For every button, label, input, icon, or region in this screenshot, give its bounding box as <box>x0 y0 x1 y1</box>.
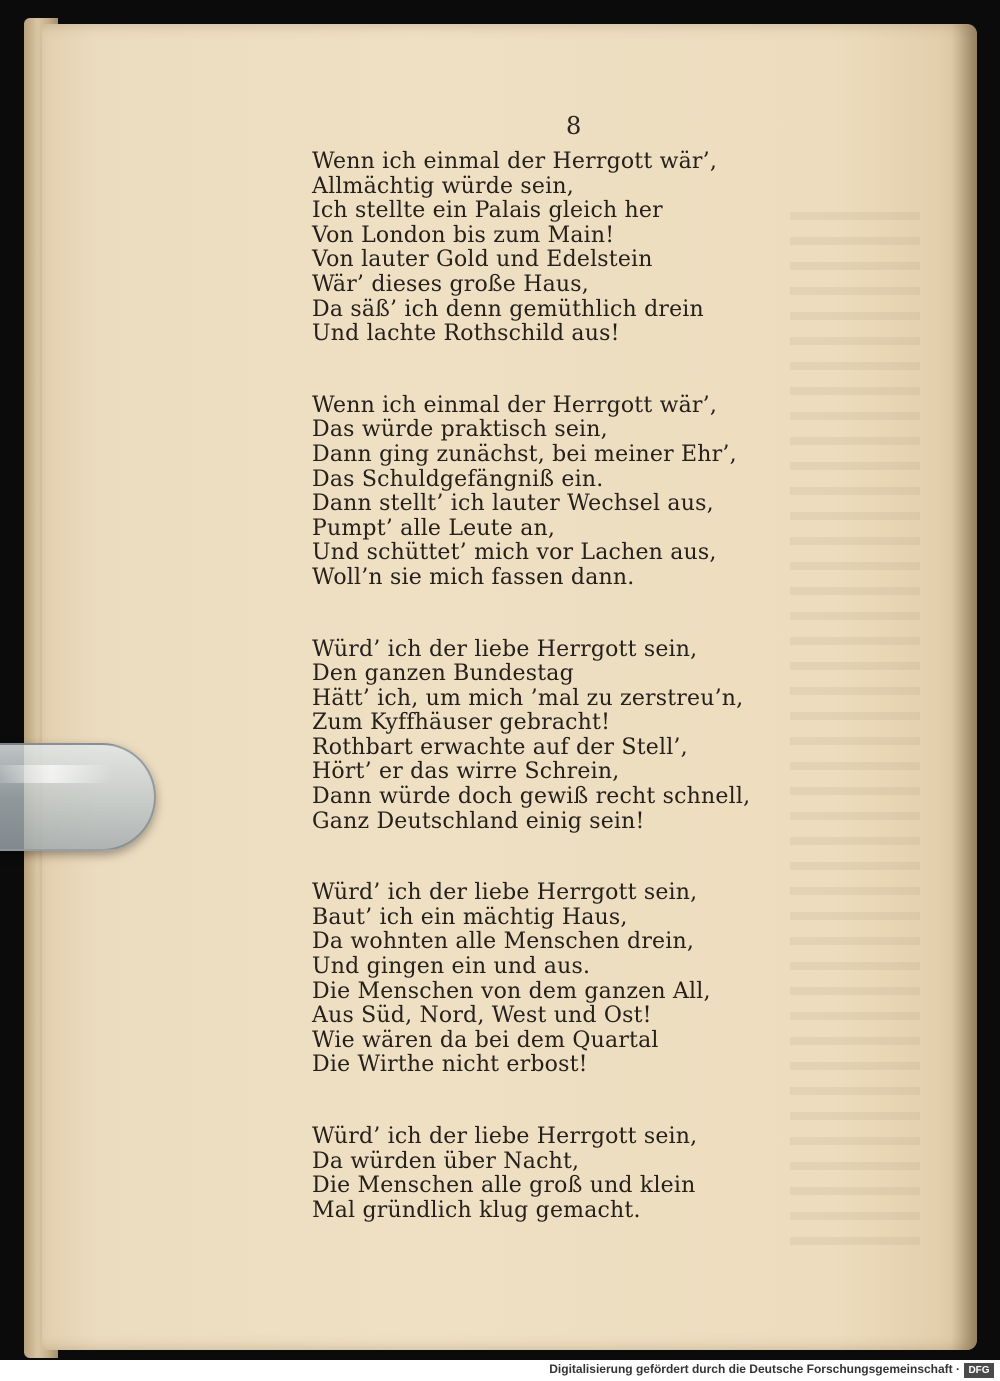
verse-line: Wie wären da bei dem Quartal <box>312 1027 659 1053</box>
verse-line: Dann stellt’ ich lauter Wechsel aus, <box>312 491 714 517</box>
verse-line: Dann würde doch gewiß recht schnell, <box>312 784 751 810</box>
verse-line: Das würde praktisch sein, <box>312 417 608 443</box>
verse-line: Da säß’ ich denn gemüthlich drein <box>312 296 704 322</box>
poem-text <box>312 150 752 1223</box>
footer-bar <box>0 1360 1000 1381</box>
footer-credit: Digitalisierung gefördert durch die Deutsche Forschungsgemeinschaft · <box>549 1362 960 1376</box>
verse-line: Von lauter Gold und Edelstein <box>312 247 653 273</box>
verse-line: Aus Süd, Nord, West und Ost! <box>312 1003 652 1029</box>
verse-line: Dann ging zunächst, bei meiner Ehr’, <box>312 441 737 467</box>
verse-line: Von London bis zum Main! <box>312 222 615 248</box>
verse-line: Wär’ dieses große Haus, <box>312 271 589 297</box>
stanza-4 <box>312 881 752 1078</box>
verse-line: Hört’ er das wirre Schrein, <box>312 759 620 785</box>
stanza-3 <box>312 638 752 835</box>
verse-line: Da würden über Nacht, <box>312 1148 580 1174</box>
page-clip-icon <box>0 735 158 855</box>
dfg-logo-icon: DFG <box>964 1363 994 1378</box>
verse-line: Mal gründlich klug gemacht. <box>312 1197 641 1223</box>
verse-line: Woll’n sie mich fassen dann. <box>312 564 635 590</box>
verse-line: Und gingen ein und aus. <box>312 954 591 980</box>
page-number: 8 <box>566 112 582 140</box>
verse-line: Wenn ich einmal der Herrgott wär’, <box>312 149 718 174</box>
clip-body <box>0 743 156 851</box>
verse-line: Würd’ ich der liebe Herrgott sein, <box>312 880 698 906</box>
verse-line: Den ganzen Bundestag <box>312 661 574 687</box>
verse-line: Und schüttet’ mich vor Lachen aus, <box>312 540 717 566</box>
page-gutter-shadow <box>951 24 977 1350</box>
stanza-2 <box>312 394 752 591</box>
verse-line: Würd’ ich der liebe Herrgott sein, <box>312 636 698 662</box>
verse-line: Hätt’ ich, um mich ’mal zu zerstreu’n, <box>312 685 744 711</box>
verse-line: Allmächtig würde sein, <box>312 173 574 199</box>
verse-line: Die Wirthe nicht erbost! <box>312 1052 588 1078</box>
verse-line: Rothbart erwachte auf der Stell’, <box>312 734 688 760</box>
verse-line: Ich stellte ein Palais gleich her <box>312 198 663 224</box>
verse-line: Die Menschen alle groß und klein <box>312 1173 696 1199</box>
clip-shine <box>0 765 112 783</box>
verse-line: Und lachte Rothschild aus! <box>312 321 620 347</box>
verse-line: Pumpt’ alle Leute an, <box>312 515 556 541</box>
verse-line: Baut’ ich ein mächtig Haus, <box>312 904 628 930</box>
verse-line: Zum Kyffhäuser gebracht! <box>312 710 611 736</box>
verse-line: Würd’ ich der liebe Herrgott sein, <box>312 1124 698 1149</box>
verse-line: Ganz Deutschland einig sein! <box>312 808 645 834</box>
verse-line: Die Menschen von dem ganzen All, <box>312 978 711 1004</box>
stanza-5 <box>312 1125 752 1223</box>
verse-line: Das Schuldgefängniß ein. <box>312 466 604 492</box>
verse-line: Wenn ich einmal der Herrgott wär’, <box>312 392 718 418</box>
verse-line: Da wohnten alle Menschen drein, <box>312 929 695 955</box>
stanza-1 <box>312 150 752 347</box>
